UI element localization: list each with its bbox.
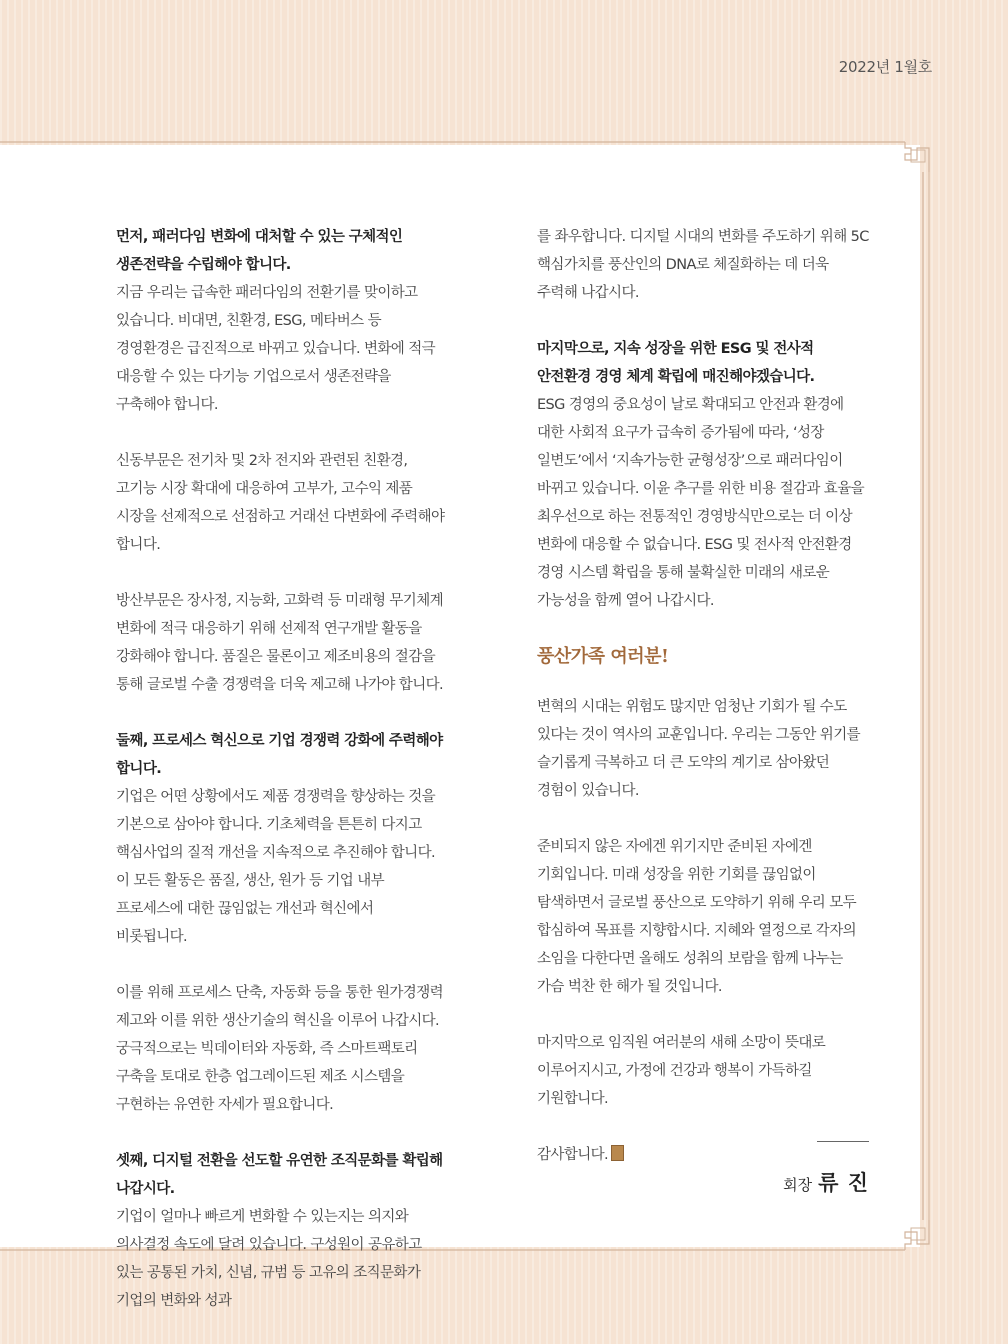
greeting-heading: 풍산가족 여러분! xyxy=(537,646,669,667)
paragraph: 지금 우리는 급속한 패러다임의 전환기를 맞이하고 있습니다. 비대면, 친환경, ESG, 메타버스 등 경영환경은 급진적으로 바뀌고 있습니다. 변화에 적극 대응할 수 있는 다기능 기업으로서 생존전략을 구축해야 합니다. xyxy=(116,285,436,413)
paragraph: ESG 경영의 중요성이 날로 확대되고 안전과 환경에 대한 사회적 요구가 급속히 증가됨에 따라, ‘성장 일변도’에서 ‘지속가능한 균형성장’으로 패러다임이 바뀌고 있습니다. 이윤 추구를 위한 비용 절감과 효율을 최우선으로 하는 전통적인 경영방식만으로는 더 이상 변화에 대응할 수 없습니다. ESG 및 전사적 안전환경 경영 시스템 확립을 통해 불확실한 미래의 새로운 가능성을 함께 열어 나갑시다. xyxy=(537,397,865,609)
paragraph: 신동부문은 전기차 및 2차 전지와 관련된 친환경, 고기능 시장 확대에 대응하여 고부가, 고수익 제품 시장을 선제적으로 선점하고 거래선 다변화에 주력해야 합니다. xyxy=(116,453,445,553)
right-column xyxy=(537,223,869,1197)
section-heading-strategy: 먼저, 패러다임 변화에 대처할 수 있는 구체적인 생존전략을 수립해야 합니다. xyxy=(116,229,403,273)
paragraph: 방산부문은 장사정, 지능화, 고화력 등 미래형 무기체계 변화에 적극 대응하기 위해 선제적 연구개발 활동을 강화해야 합니다. 품질은 물론이고 제조비용의 절감을 통해 글로벌 수출 경쟁력을 더욱 제고해 나가야 합니다. xyxy=(116,593,444,693)
issue-date: 2022년 1월호 xyxy=(838,58,932,76)
signature xyxy=(783,1167,869,1197)
thanks-text: 감사합니다. xyxy=(537,1147,609,1163)
paragraph: 준비되지 않은 자에겐 위기지만 준비된 자에겐 기회입니다. 미래 성장을 위한 기회를 끊임없이 탐색하면서 글로벌 풍산으로 도약하기 위해 우리 모두 합심하여 목표를 지향합시다. 지혜와 열정으로 각자의 소임을 다한다면 올해도 성취의 보람을 함께 나누는 가슴 벅찬 한 해가 될 것입니다. xyxy=(537,839,857,995)
section-heading-culture: 셋째, 디지털 전환을 선도할 유연한 조직문화를 확립해 나갑시다. xyxy=(116,1153,443,1197)
signature-role: 회장 xyxy=(783,1176,813,1194)
closing-line xyxy=(537,1141,869,1169)
signature-name: 류 진 xyxy=(818,1171,869,1195)
left-column xyxy=(116,223,448,1343)
paragraph: 를 좌우합니다. 디지털 시대의 변화를 주도하기 위해 5C 핵심가치를 풍산인의 DNA로 체질화하는 데 더욱 주력해 나갑시다. xyxy=(537,229,869,301)
paragraph: 변혁의 시대는 위험도 많지만 엄청난 기회가 될 수도 있다는 것이 역사의 교훈입니다. 우리는 그동안 위기를 슬기롭게 극복하고 더 큰 도약의 계기로 삼아왔던 경험이 있습니다. xyxy=(537,699,861,799)
paragraph: 기업은 어떤 상황에서도 제품 경쟁력을 향상하는 것을 기본으로 삼아야 합니다. 기초체력을 튼튼히 다지고 핵심사업의 질적 개선을 지속적으로 추진해야 합니다. 이 모든 활동은 품질, 생산, 원가 등 기업 내부 프로세스에 대한 끊임없는 개선과 혁신에서 비롯됩니다. xyxy=(116,789,436,945)
section-heading-esg: 마지막으로, 지속 성장을 위한 ESG 및 전사적 안전환경 경영 체계 확립에 매진해야겠습니다. xyxy=(537,341,815,385)
paragraph: 이를 위해 프로세스 단축, 자동화 등을 통한 원가경쟁력 제고와 이를 위한 생산기술의 혁신을 이루어 나갑시다. 궁극적으로는 빅데이터와 자동화, 즉 스마트팩토리 구축을 토대로 한층 업그레이드된 제조 시스템을 구현하는 유연한 자세가 필요합니다. xyxy=(116,985,444,1113)
seal-icon xyxy=(611,1145,624,1161)
signature-divider xyxy=(817,1141,869,1142)
paragraph: 기업이 얼마나 빠르게 변화할 수 있는지는 의지와 의사결정 속도에 달려 있습니다. 구성원이 공유하고 있는 공통된 가치, 신념, 규범 등 고유의 조직문화가 기업의 변화와 성과 xyxy=(116,1209,422,1309)
paragraph: 마지막으로 임직원 여러분의 새해 소망이 뜻대로 이루어지시고, 가정에 건강과 행복이 가득하길 기원합니다. xyxy=(537,1035,826,1107)
section-heading-process: 둘째, 프로세스 혁신으로 기업 경쟁력 강화에 주력해야 합니다. xyxy=(116,733,443,777)
